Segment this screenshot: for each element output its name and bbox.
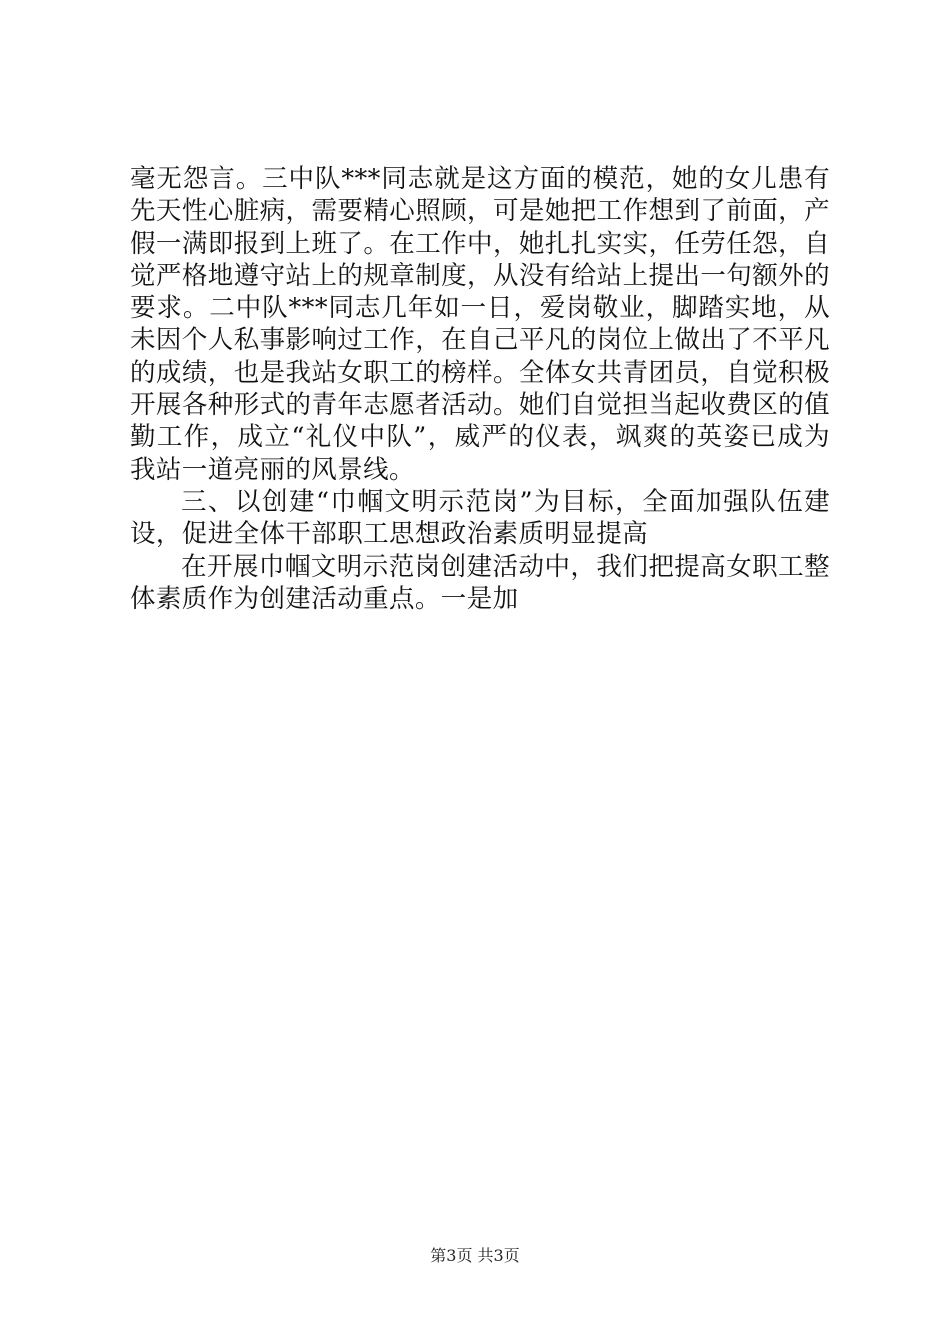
- paragraph-quality-improvement: 在开展巾帼文明示范岗创建活动中，我们把提高女职工整体素质作为创建活动重点。一是加: [130, 551, 830, 614]
- document-body: [130, 163, 830, 615]
- section-heading-three: 三、以创建“巾帼文明示范岗”为目标，全面加强队伍建设，促进全体干部职工思想政治素质明显提高: [130, 486, 830, 550]
- page-footer: 第3页 共3页: [430, 1246, 520, 1265]
- paragraph-model-workers: 毫无怨言。三中队***同志就是这方面的模范，她的女儿患有先天性心脏病，需要精心照顾，可是她把工作想到了前面，产假一满即报到上班了。在工作中，她扎扎实实，任劳任怨，自觉严格地遵守站上的规章制度，从没有给站上提出一句额外的要求。二中队***同志几年如一日，爱岗敬业，脚踏实地，从未因个人私事影响过工作，在自己平凡的岗位上做出了不平凡的成绩，也是我站女职工的榜样。全体女共青团员，自觉积极开展各种形式的青年志愿者活动。她们自觉担当起收费区的值勤工作，成立“礼仪中队”，威严的仪表，飒爽的英姿已成为我站一道亮丽的风景线。: [130, 164, 830, 485]
